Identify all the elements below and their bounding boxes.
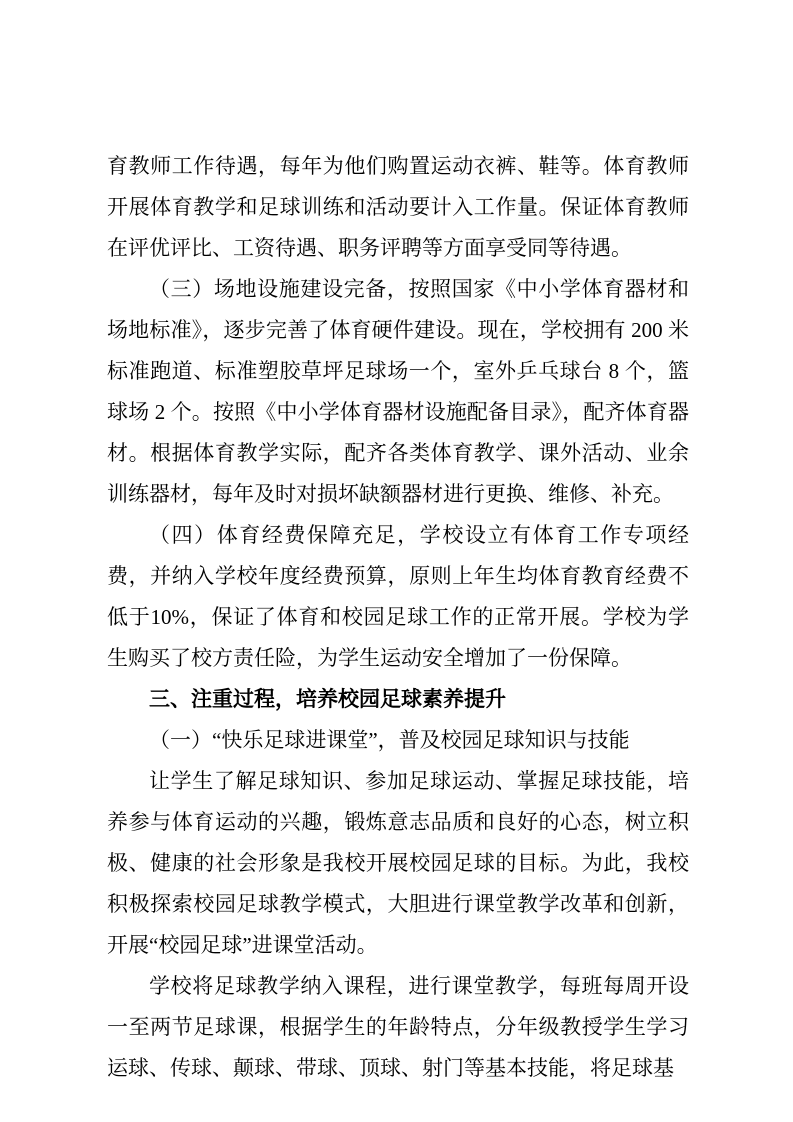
section-heading: 三、注重过程，培养校园足球素养提升 [149, 687, 506, 711]
paragraph-funding: （四）体育经费保障充足，学校设立有体育工作专项经费，并纳入学校年度经费预算，原则上年生均体育教育经费不低于10%，保证了体育和校园足球工作的正常开展。学校为学生购买了校方责任险，为学生运动安全增加了一份保障。 [107, 523, 689, 670]
paragraph-goals: 让学生了解足球知识、参加足球运动、掌握足球技能，培养参与体育运动的兴趣，锻炼意志品质和良好的心态，树立积极、健康的社会形象是我校开展校园足球的目标。为此，我校积极探索校园足球教学模式，大胆进行课堂教学改革和创新，开展“校园足球”进课堂活动。 [107, 769, 689, 957]
paragraph-continuation: 育教师工作待遇，每年为他们购置运动衣裤、鞋等。体育教师开展体育教学和足球训练和活动要计入工作量。保证体育教师在评优评比、工资待遇、职务评聘等方面享受同等待遇。 [107, 154, 689, 260]
paragraph-subheading: （一）“快乐足球进课堂”，普及校园足球知识与技能 [149, 728, 630, 752]
paragraph-curriculum: 学校将足球教学纳入课程，进行课堂教学，每班每周开设一至两节足球课，根据学生的年龄特点，分年级教授学生学习运球、传球、颠球、带球、顶球、射门等基本技能，将足球基 [107, 974, 689, 1080]
paragraph-facilities: （三）场地设施建设完备，按照国家《中小学体育器材和场地标准》，逐步完善了体育硬件建设。现在，学校拥有 200 米标准跑道、标准塑胶草坪足球场一个，室外乒乓球台 8 个，篮球场 2 个。按照《中小学体育器材设施配备目录》，配齐体育器材。根据体育教学实际，配齐各类体育教学、课外活动、业余训练器材，每年及时对损坏缺额器材进行更换、维修、补充。 [107, 277, 689, 506]
